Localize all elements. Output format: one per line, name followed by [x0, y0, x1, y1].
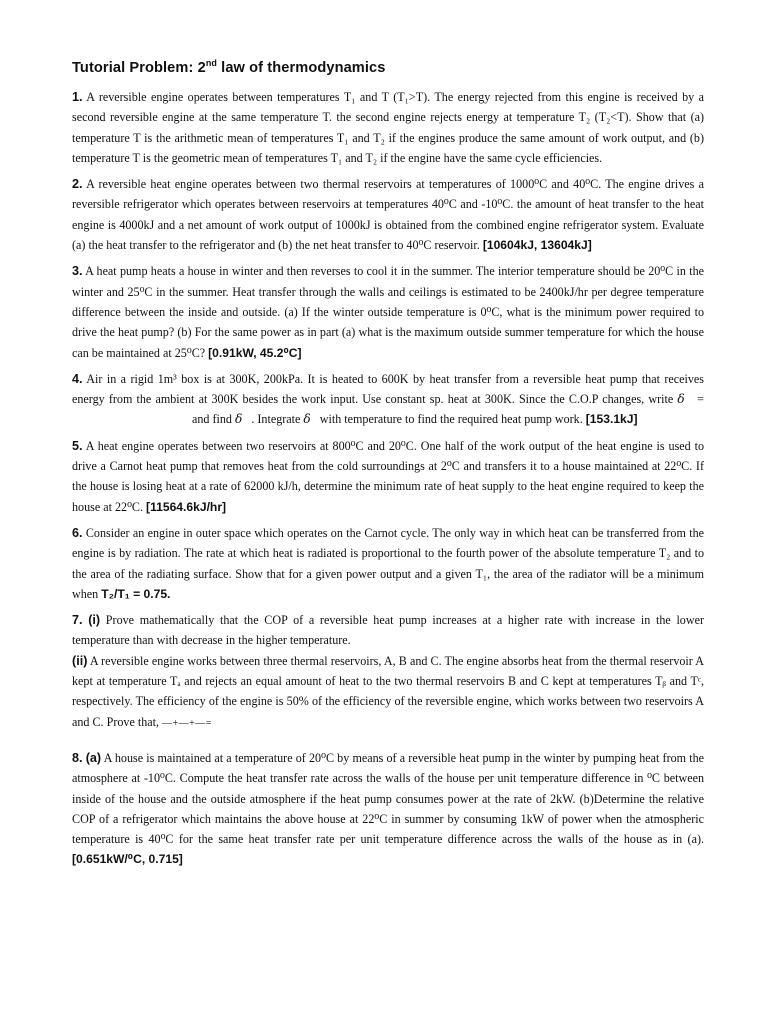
- problem-answer: T₂/T₁ = 0.75.: [101, 586, 171, 601]
- problem-text-b: and find: [192, 412, 235, 427]
- problem-7: [72, 610, 704, 734]
- problem-text: A heat pump heats a house in winter and then reverses to cool it in the summer. The interior temperature should be 20⁰C in the winter and 25⁰C in the summer. Heat transfer through the walls and ceilings is estimated to be 2400kJ/hr per degree temperature difference between the inside and outside. (a) If the winter outside temperature is 0⁰C, what is the minimum power required to drive the heat pump? (b) For the same power as in part (a) what is the maximum outside summer temperature for which the house can be maintained at 25⁰C?: [72, 264, 704, 360]
- problem-number: 1.: [72, 90, 83, 104]
- problem-6: [72, 523, 704, 604]
- subpart-label: (a): [85, 750, 102, 765]
- title-superscript: nd: [205, 58, 218, 69]
- delta-symbol: δ: [303, 412, 311, 427]
- problem-2: [72, 174, 704, 255]
- page-title: [72, 60, 704, 76]
- problem-number: 4.: [72, 371, 83, 386]
- subpart-label: (ii): [72, 653, 88, 668]
- delta-symbol: δ: [677, 392, 685, 407]
- problem-text: A reversible engine operates between temperatures T₁ and T (T₁>T). The energy rejected from this engine is received by a second reversible engine at the same temperature T. the second engine rejects energy at temperature T₂ (T₂<T). Show that (a) temperature T is the arithmetic mean of temperatures T₁ and T₂ if the engines produce the same amount of work output, and (b) temperature T is the geometric mean of temperatures T₁ and T₂ if the engine have the same cycle efficiencies.: [72, 90, 704, 165]
- problem-number: 5.: [72, 438, 83, 453]
- problem-answer: [0.91kW, 45.2⁰C]: [208, 345, 302, 360]
- problem-answer: [10604kJ, 13604kJ]: [482, 238, 592, 253]
- title-main: Tutorial Problem: 2: [72, 60, 206, 76]
- problem-answer: [0.651kW/⁰C, 0.715]: [72, 852, 183, 867]
- problem-text-d: with temperature to find the required heat pump work.: [319, 412, 586, 427]
- problem-text: Consider an engine in outer space which operates on the Carnot cycle. The only way in which heat can be transferred from the engine is by radiation. The rate at which heat is radiated is proportional to the fourth power of the absolute temperature T₂ and to the area of the radiating surface. Show that for a given power output and a given T₁, the area of the radiator will be a minimum when: [72, 525, 704, 601]
- problem-number: 8.: [72, 750, 83, 765]
- title-rest: law of thermodynamics: [217, 60, 386, 76]
- problem-3: [72, 261, 704, 362]
- problem-text-c: . Integrate: [251, 412, 304, 427]
- problem-number: 6.: [72, 525, 83, 540]
- problem-5: [72, 436, 704, 517]
- problem-answer: [153.1kJ]: [585, 412, 638, 427]
- problem-number: 2.: [72, 177, 83, 192]
- problem-answer: [11564.6kJ/hr]: [146, 499, 227, 514]
- problem-number: 7.: [72, 613, 83, 628]
- subpart-label: (i): [88, 613, 101, 628]
- subpart-text: A reversible engine works between three thermal reservoirs, A, B and C. The engine absorbs heat from the thermal reservoir A kept at temperature Tₐ and rejects an equal amount of heat to the two thermal reservoirs B and C kept at temperatures Tᵦ and Tᶜ, respectively. The efficiency of the engine is 50% of the efficiency of the reversible engine, which works between two reservoirs A and C. Prove that,: [72, 653, 704, 729]
- problem-text: Air in a rigid 1m³ box is at 300K, 200kPa. It is heated to 600K by heat transfer from a reversible heat pump that receives energy from the ambient at 300K besides the work input. Use constant sp. heat at 300K. Since the C.O.P changes, write: [72, 371, 704, 407]
- subpart-text: Prove mathematically that the COP of a reversible heat pump increases at a higher rate with increase in the lower temperature than with decrease in the higher temperature.: [72, 613, 704, 648]
- problem-number: 3.: [72, 264, 83, 279]
- delta-symbol: δ: [235, 412, 243, 427]
- equation-tail: —+—+—=: [162, 717, 212, 729]
- problem-text: A house is maintained at a temperature of 20⁰C by means of a reversible heat pump in the winter by pumping heat from the atmosphere at -10⁰C. Compute the heat transfer rate across the walls of the house per unit temperature difference in ⁰C between inside of the house and the outside atmosphere if the heat pump consumes power at the rate of 2kW. (b)Determine the relative COP of a refrigerator which maintains the above house at 22⁰C in summer by consuming 1kW of power when the atmospheric temperature is 40⁰C for the same heat transfer rate per unit temperature difference across the walls of the house as in (a).: [72, 750, 705, 847]
- problem-text: A heat engine operates between two reservoirs at 800⁰C and 20⁰C. One half of the work output of the heat engine is used to drive a Carnot heat pump that removes heat from the cold surroundings at 2⁰C and transfers it to a house maintained at 22⁰C. If the house is losing heat at a rate of 62000 kJ/h, determine the minimum rate of heat supply to the heat engine required to keep the house at 22⁰C.: [72, 438, 704, 514]
- problem-1: [72, 87, 704, 168]
- problem-8: [72, 748, 704, 870]
- problem-text: A reversible heat engine operates between two thermal reservoirs at temperatures of 1000⁰C and 40⁰C. The engine drives a reversible refrigerator which operates between reservoirs at temperatures 40⁰C and -10⁰C. the amount of heat transfer to the heat engine is 4000kJ and a net amount of work output of 1000kJ is obtained from the combined engine refrigerator system. Evaluate (a) the heat transfer to the refrigerator and (b) the net heat transfer to 40⁰C reservoir.: [72, 177, 704, 253]
- problem-4: [72, 369, 704, 430]
- equals-sign: =: [697, 392, 704, 407]
